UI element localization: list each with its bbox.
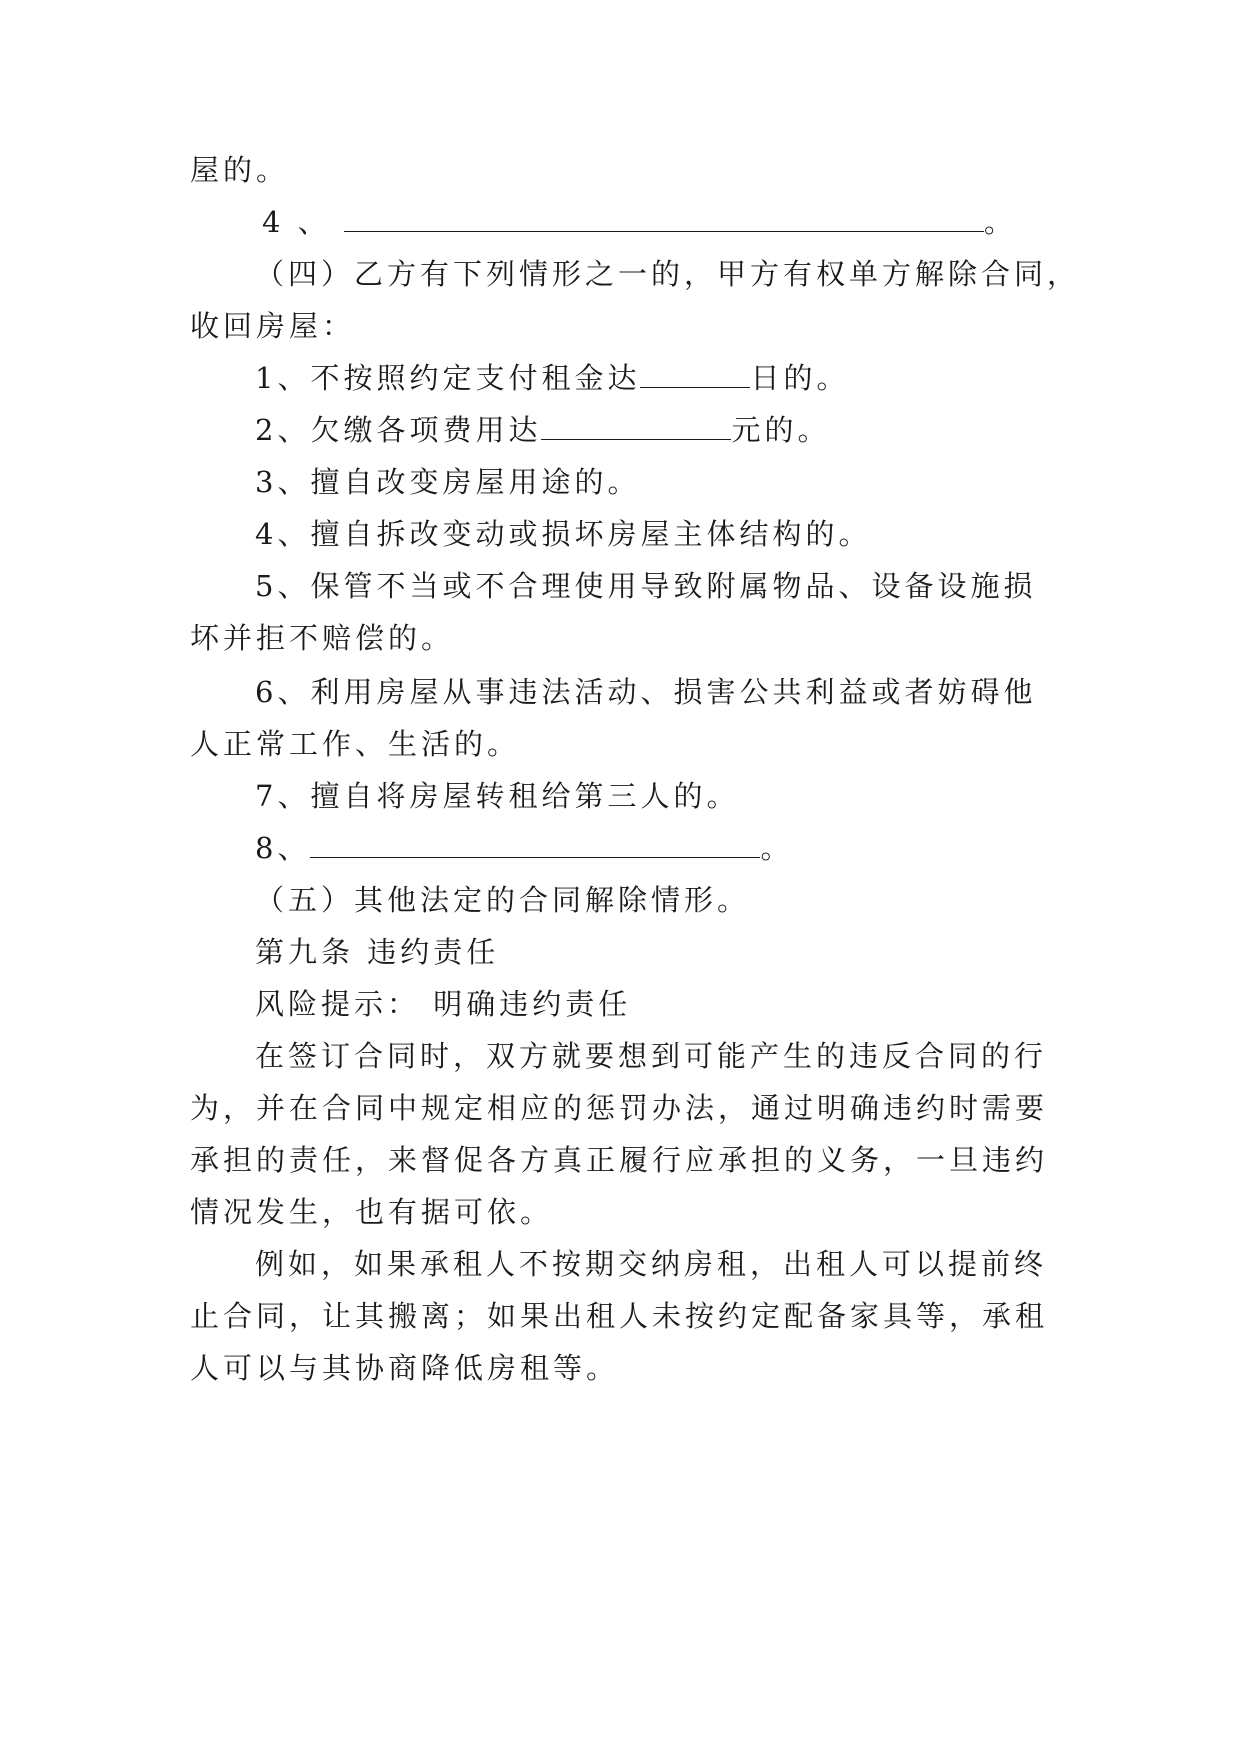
line-text: 人可以与其协商降低房租等。 — [190, 1351, 620, 1385]
fill-in-blank[interactable] — [344, 203, 984, 232]
list-item — [255, 672, 1115, 712]
list-item — [255, 566, 1115, 606]
line-text: 情况发生，也有据可依。 — [190, 1195, 554, 1229]
section-heading — [255, 880, 1115, 920]
fill-in-line — [255, 828, 1115, 868]
text-line — [190, 724, 1050, 764]
line-suffix: 。 — [983, 205, 1017, 239]
list-item — [255, 776, 1115, 816]
line-text: 收回房屋： — [190, 309, 356, 343]
line-text: 风险提示： 明确违约责任 — [255, 987, 632, 1021]
line-text: 第九条 违约责任 — [255, 935, 500, 969]
line-text: 6、利用房屋从事违法活动、损害公共利益或者妨碍他 — [255, 675, 1037, 709]
paragraph-line — [190, 1088, 1050, 1128]
line-text: 屋的。 — [190, 153, 290, 187]
paragraph-line — [255, 1244, 1115, 1284]
line-prefix: 4 、 — [262, 205, 331, 239]
text-line — [190, 306, 1050, 346]
risk-tip-heading — [255, 984, 1115, 1024]
line-prefix: 8、 — [255, 831, 311, 865]
line-text: 人正常工作、生活的。 — [190, 727, 521, 761]
paragraph-line — [190, 1192, 1050, 1232]
line-prefix: 1、不按照约定支付租金达 — [255, 361, 641, 395]
paragraph-line — [190, 1296, 1050, 1336]
line-suffix: 元的。 — [731, 413, 831, 447]
line-text: 承担的责任，来督促各方真正履行应承担的义务，一旦违约 — [190, 1143, 1049, 1177]
line-suffix: 日的。 — [750, 361, 850, 395]
text-line — [190, 150, 1050, 190]
line-text: 7、擅自将房屋转租给第三人的。 — [255, 779, 740, 813]
line-text: 4、擅自拆改变动或损坏房屋主体结构的。 — [255, 517, 872, 551]
fill-in-line — [255, 410, 1115, 450]
fill-in-blank[interactable] — [310, 829, 760, 858]
text-line — [190, 618, 1050, 658]
section-heading — [255, 254, 1115, 294]
fill-in-blank[interactable] — [541, 411, 731, 440]
line-text: 在签订合同时，双方就要想到可能产生的违反合同的行 — [255, 1039, 1048, 1073]
line-text: 5、保管不当或不合理使用导致附属物品、设备设施损 — [255, 569, 1037, 603]
line-text: 止合同，让其搬离；如果出租人未按约定配备家具等，承租 — [190, 1299, 1049, 1333]
line-suffix: 。 — [760, 831, 794, 865]
paragraph-line — [255, 1036, 1115, 1076]
article-heading — [255, 932, 1115, 972]
line-text: （五）其他法定的合同解除情形。 — [255, 883, 751, 917]
line-text: 3、擅自改变房屋用途的。 — [255, 465, 641, 499]
line-text: 例如，如果承租人不按期交纳房租，出租人可以提前终 — [255, 1247, 1048, 1281]
line-prefix: 2、欠缴各项费用达 — [255, 413, 542, 447]
line-text: 坏并拒不赔偿的。 — [190, 621, 455, 655]
list-item — [255, 514, 1115, 554]
fill-in-blank[interactable] — [640, 359, 750, 388]
fill-in-line — [262, 202, 1122, 242]
paragraph-line — [190, 1140, 1050, 1180]
fill-in-line — [255, 358, 1115, 398]
line-text: （四）乙方有下列情形之一的，甲方有权单方解除合同， — [255, 257, 1081, 291]
paragraph-line — [190, 1348, 1050, 1388]
line-text: 为，并在合同中规定相应的惩罚办法，通过明确违约时需要 — [190, 1091, 1049, 1125]
list-item — [255, 462, 1115, 502]
